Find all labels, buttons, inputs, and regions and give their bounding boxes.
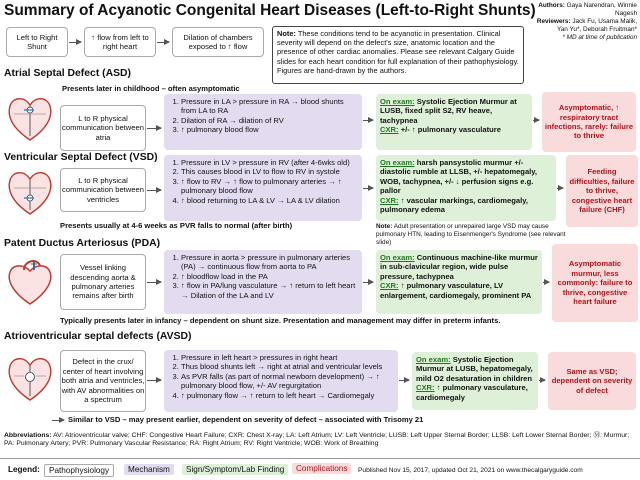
asd-arrow-patho <box>147 128 161 129</box>
asd-mechanism-2: 2. Dilation of RA → dilation of RV <box>181 116 358 125</box>
vsd-side-note <box>376 223 566 247</box>
avsd-cxr-text: ↑ pulmonary vasculature, cardiomegaly <box>416 383 528 402</box>
vsd-mechanism-2: 2. This causes blood in LV to flow to RV in systole <box>181 167 358 176</box>
asd-exam-label: On exam: <box>380 97 415 106</box>
pda-arrow-patho <box>147 282 161 283</box>
asd-heart-illustration <box>4 92 56 144</box>
note-label: Note: <box>277 29 296 38</box>
note-text: These conditions tend to be acyanotic in presentation. Clinical severity will depend on the defect's size, anatomic location and the presence of other cardiac anomalies. Please see relevant Calgary Guide slides for each heart condition for full explanation of their pathophysiology. <box>277 29 519 66</box>
avsd-exam-label: On exam: <box>416 355 451 364</box>
avsd-mechanism <box>164 350 398 412</box>
asd-heading: Atrial Septal Defect (ASD) <box>4 68 132 79</box>
reviewers-label: Reviewers: <box>536 18 571 25</box>
flow-step-dilation: Dilation of chambers exposed to ↑ flow <box>172 27 264 57</box>
avsd-mechanism-4: 4. ↑ pulmonary flow → ↑ return to left heart → Cardiomegaly <box>181 391 394 400</box>
vsd-heart-illustration <box>4 166 56 218</box>
flow-step-shunt: Left to Right Shunt <box>6 27 68 57</box>
avsd-heading: Atrioventricular septal defects (AVSD) <box>4 331 192 342</box>
avsd-arrow-footnote <box>52 420 64 421</box>
pda-heading: Patent Ductus Arteriosus (PDA) <box>4 238 161 249</box>
avsd-arrow-patho <box>147 380 161 381</box>
authors-names: Gaya Narendran, Winnie Nagesh <box>566 2 637 17</box>
pda-mechanism-2: 2. ↑ bloodflow load in the PA <box>181 272 358 281</box>
flow-arrow-1 <box>69 42 81 43</box>
pda-mechanism <box>164 250 362 314</box>
vsd-mechanism-4: 4. ↑ blood returning to LA & LV → LA & LV dilation <box>181 196 358 205</box>
pda-pathophysiology: Vessel linking descending aorta & pulmonary arteries remains after birth <box>60 254 146 310</box>
asd-mechanism <box>164 94 362 150</box>
abbreviations-label: Abbreviations: <box>4 432 52 439</box>
vsd-cxr-text: ↑ vascular markings, cardiomegaly, pulmonary edema <box>380 195 529 215</box>
asd-cxr-label: CXR: <box>380 125 399 135</box>
abbreviations-text: AV: Atrioventricular valve; CHF: Congestive Heart Failure; CXR: Chest X-ray; LA: Left Atrium; LV: Left Ventricle; LUSB: Left Upper Sternal Border; LLSB: Left Lower Sternal Border; Ⓜ: Murmur; PA: Pulmonary Artery; PVR: Pulmonary Vascular Resistance; RA: Right Atrium; RV: Right Ventricle; WOB: Work of Breathing <box>4 432 630 448</box>
md-note: * MD at time of publication <box>562 34 637 41</box>
page-title: Summary of Acyanotic Congenital Heart Diseases (Left-to-Right Shunts) <box>4 2 536 19</box>
avsd-complication: Same as VSD; dependent on severity of defect <box>548 352 636 410</box>
asd-exam-text: Systolic Ejection Murmur at LUSB, fixed split S2, RV heave, tachypnea <box>380 97 517 125</box>
vsd-complication: Feeding difficulties, failure to thrive, congestive heart failure (CHF) <box>566 155 638 227</box>
legend-label: Legend: <box>8 465 40 474</box>
vsd-footnote: Presents usually at 4-6 weeks as PVR falls to normal (after birth) <box>60 221 293 230</box>
asd-arrow-mech <box>363 120 373 121</box>
flow-step-flow: ↑ flow from left to right heart <box>84 27 156 57</box>
vsd-side-note-text: Adult presentation or unrepaired large VSD may cause pulmonary HTN, leading to Eisenmenger's Syndrome (see relevant slide) <box>376 223 566 246</box>
pda-footnote: Typically presents later in infancy – dependent on shunt size. Presentation and management may differ in preterm infants. <box>60 316 501 325</box>
vsd-side-note-label: Note: <box>376 223 393 230</box>
avsd-exam-findings <box>412 352 538 410</box>
vsd-mechanism-3: 3. ↑ flow to RV → ↑ flow to pulmonary arteries → ↑ pulmonary blood flow <box>181 177 358 196</box>
asd-mechanism-1: 1. Pressure in LA > pressure in RA → blood shunts from LA to RA <box>181 97 358 116</box>
pda-cxr-label: CXR: <box>380 281 399 291</box>
pda-exam-label: On exam: <box>380 253 415 262</box>
pda-exam-text: Continuous machine-like murmur in sub-clavicular region, wide pulse pressure, tachypnea <box>380 253 538 281</box>
authors-block <box>525 2 637 42</box>
pda-mechanism-1: 1. Pressure in aorta > pressure in pulmonary arteries (PA) → continuous flow from aorta to PA <box>181 253 358 272</box>
vsd-mechanism-1: 1. Pressure in LV > pressure in RV (after 4-6wks old) <box>181 158 358 167</box>
legend-complications: Complications <box>292 463 351 474</box>
pda-cxr-text: ↑ pulmonary vasculature, LV enlargement, cardiomegaly, prominent PA <box>380 281 532 300</box>
asd-pathophysiology: L to R physical communication between atria <box>60 105 146 151</box>
asd-exam-findings <box>376 94 532 150</box>
vsd-exam-findings <box>376 155 556 221</box>
vsd-arrow-patho <box>147 190 161 191</box>
legend-sign: Sign/Symptom/Lab Finding <box>182 464 288 475</box>
note-figures: Figures are hand-drawn by the authors. <box>277 65 407 75</box>
authors-label: Authors: <box>538 2 565 9</box>
pda-exam-findings <box>376 250 542 314</box>
pda-heart-illustration <box>4 256 56 308</box>
avsd-mechanism-2: 2. Thus blood shunts left → right at atrial and ventricular levels <box>181 362 394 371</box>
legend-mechanism: Mechanism <box>124 464 174 475</box>
avsd-cxr-label: CXR: <box>416 383 435 393</box>
avsd-arrow-mech <box>399 380 409 381</box>
vsd-mechanism <box>164 155 362 221</box>
avsd-mechanism-1: 1. Pressure in left heart > pressures in right heart <box>181 353 394 362</box>
avsd-heart-illustration <box>4 352 56 404</box>
published-info: Published Nov 15, 2017, updated Oct 21, 2021 on www.thecalgaryguide.com <box>358 467 583 474</box>
abbreviations <box>4 432 636 449</box>
acyanotic-note <box>272 26 524 84</box>
vsd-exam-text: harsh pansystolic murmur +/- diastolic rumble at LLSB, +/- hepatomegaly, WOB, tachypnea, +/- ↓ perfusion signs e.g. pallor <box>380 158 538 196</box>
reviewers-names: Jack Fu, Usama Malik, Yan Yu*, Deborah Fruitman* <box>556 18 637 33</box>
flow-arrow-2 <box>157 42 169 43</box>
avsd-footnote: Similar to VSD – may present earlier, dependent on severity of defect – associated with Trisomy 21 <box>68 415 424 424</box>
vsd-arrow-exam <box>557 188 563 189</box>
vsd-exam-label: On exam: <box>380 158 415 167</box>
asd-mechanism-3: 3. ↑ pulmonary blood flow <box>181 125 358 134</box>
asd-subheading: Presents later in childhood – often asymptomatic <box>62 84 240 93</box>
avsd-mechanism-3: 3. As PVR falls (as part of normal newborn development) → ↑ pulmonary blood flow, +/- AV regurgitation <box>181 372 394 391</box>
vsd-cxr-label: CXR: <box>380 195 399 205</box>
asd-complication: Asymptomatic, ↑ respiratory tract infections, rarely: failure to thrive <box>542 92 636 152</box>
vsd-pathophysiology: L to R physical communication between ventricles <box>60 168 146 212</box>
avsd-arrow-exam <box>539 380 545 381</box>
pda-complication: Asymptomatic murmur, less commonly: failure to thrive, congestive heart failure <box>552 244 638 322</box>
pda-arrow-mech <box>363 282 373 283</box>
asd-cxr-text: +/- ↑ pulmonary vasculature <box>400 125 501 135</box>
avsd-pathophysiology: Defect in the crux/ center of heart involving both atria and ventricles, with AV abnormalities on a spectrum <box>60 350 146 412</box>
vsd-heading: Ventricular Septal Defect (VSD) <box>4 152 158 163</box>
avsd-exam-text: Systolic Ejection Murmur at LUSB, hepatomegaly, mild O2 desaturation in children <box>416 355 533 383</box>
asd-arrow-exam <box>533 120 539 121</box>
pda-mechanism-3: 3. ↑ flow in PA/lung vasculature → ↑ return to left heart → Dilation of the LA and LV <box>181 281 358 300</box>
legend-pathophysiology: Pathophysiology <box>44 464 114 477</box>
vsd-arrow-mech <box>363 188 373 189</box>
pda-arrow-exam <box>543 282 549 283</box>
